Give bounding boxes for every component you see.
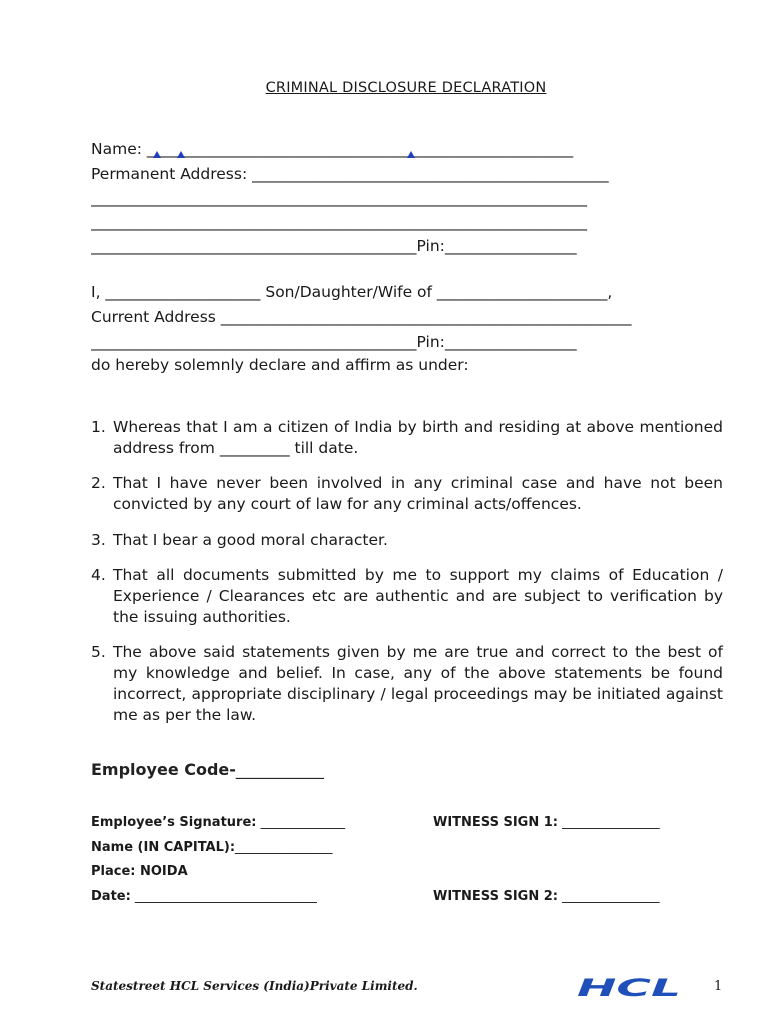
item-text: The above said statements given by me are true and correct to the best of my knowledge and belief. In case, any of the above statements be found incorrect, appropriate disciplinary / legal proceedings may be initiated against me as per the law. — [113, 643, 723, 724]
place-label: Place: NOIDA — [91, 864, 188, 879]
footer-company-name: Statestreet HCL Services (India)Private Limited. — [91, 979, 418, 993]
declaration-item — [91, 642, 723, 726]
page-number: 1 — [714, 979, 723, 994]
witness-sign-2-label: WITNESS SIGN 2: — [433, 889, 558, 904]
logo-text: HCL — [577, 974, 681, 1000]
item-number: 4. — [91, 566, 106, 584]
date-blank[interactable]: ____________________________ — [130, 889, 317, 904]
relation-field[interactable]: I, ____________________ Son/Daughter/Wife of ______________________, — [91, 283, 613, 301]
current-pin-field[interactable]: __________________________________________Pin:_________________ — [91, 333, 577, 351]
name-capital-field[interactable] — [91, 840, 333, 855]
name-capital-blank[interactable]: _______________ — [235, 840, 333, 855]
item-number: 5. — [91, 643, 106, 661]
hcl-logo-icon — [575, 974, 685, 1000]
blue-marker-icon — [153, 151, 161, 158]
name-field[interactable]: Name: _______________________________________________________ — [91, 140, 574, 158]
declaration-item — [91, 565, 723, 628]
document-title: CRIMINAL DISCLOSURE DECLARATION — [265, 80, 547, 96]
employee-signature-field[interactable] — [91, 815, 345, 830]
current-address-field[interactable]: Current Address _____________________________________________________ — [91, 308, 632, 326]
permanent-address-line-2[interactable]: ________________________________________________________________ — [91, 189, 587, 207]
item-text: That I have never been involved in any criminal case and have not been convicted by any court of law for any criminal acts/offences. — [113, 474, 723, 513]
date-label: Date: — [91, 889, 131, 904]
declaration-item — [91, 473, 723, 515]
item-number: 1. — [91, 418, 106, 436]
place-field — [91, 864, 188, 879]
witness-sign-2-field[interactable] — [433, 889, 660, 904]
item-number: 2. — [91, 474, 106, 492]
employee-code-field[interactable] — [91, 760, 324, 779]
employee-signature-label: Employee’s Signature: — [91, 815, 257, 830]
employee-code-blank[interactable]: ___________ — [235, 760, 324, 779]
item-text: That all documents submitted by me to support my claims of Education / Experience / Clearances etc are authentic and are subject to verification by the issuing authorities. — [113, 566, 723, 626]
affirm-statement: do hereby solemnly declare and affirm as under: — [91, 356, 469, 374]
item-text: That I bear a good moral character. — [113, 531, 388, 549]
permanent-address-field[interactable]: Permanent Address: ______________________________________________ — [91, 165, 609, 183]
witness-sign-2-blank[interactable]: _______________ — [558, 889, 660, 904]
witness-sign-1-field[interactable] — [433, 815, 660, 830]
item-text: Whereas that I am a citizen of India by birth and residing at above mentioned address from _________ till date. — [113, 418, 723, 457]
witness-sign-1-blank[interactable]: _______________ — [558, 815, 660, 830]
permanent-address-line-3[interactable]: ________________________________________________________________ — [91, 213, 587, 231]
permanent-pin-field[interactable]: __________________________________________Pin:_________________ — [91, 237, 577, 255]
declaration-item — [91, 530, 723, 551]
employee-code-label: Employee Code- — [91, 760, 236, 779]
blue-marker-icon — [407, 151, 415, 158]
employee-signature-blank[interactable]: _____________ — [256, 815, 346, 830]
blue-marker-icon — [177, 151, 185, 158]
witness-sign-1-label: WITNESS SIGN 1: — [433, 815, 558, 830]
declaration-item — [91, 417, 723, 459]
name-capital-label: Name (IN CAPITAL): — [91, 840, 236, 855]
item-number: 3. — [91, 531, 106, 549]
date-field[interactable] — [91, 889, 317, 904]
